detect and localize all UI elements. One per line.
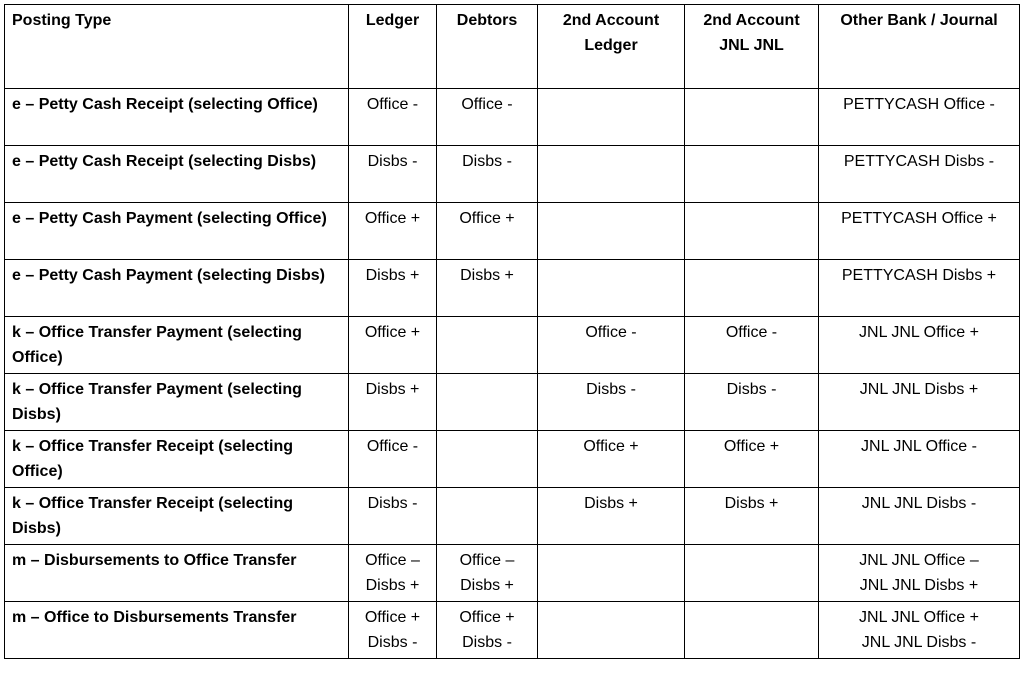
cell-value: JNL JNL Office – xyxy=(859,552,979,569)
cell-value: JNL JNL Office + xyxy=(859,609,979,626)
cell-value: JNL JNL Office + xyxy=(859,324,979,341)
cell-value: Office - xyxy=(461,96,513,113)
debtors-cell xyxy=(437,602,538,659)
cell-value: Office + xyxy=(459,210,515,227)
cell-value: JNL JNL Disbs + xyxy=(859,381,979,398)
second-account-jnl-cell xyxy=(685,488,819,545)
other-bank-journal-cell xyxy=(819,602,1020,659)
posting-type-table xyxy=(4,4,1020,659)
cell-value: Office – xyxy=(365,552,420,569)
cell-value: Disbs + xyxy=(460,577,514,594)
cell-value: Disbs + xyxy=(724,495,779,512)
ledger-cell xyxy=(349,260,437,317)
cell-value: Disbs - xyxy=(367,153,418,170)
cell-value: Disbs + xyxy=(365,381,420,398)
second-account-jnl-cell xyxy=(685,89,819,146)
table-row xyxy=(5,317,1020,374)
cell-value: Disbs - xyxy=(367,634,418,651)
ledger-cell xyxy=(349,374,437,431)
table-row xyxy=(5,146,1020,203)
cell-value: Office + xyxy=(364,324,421,341)
cell-value: Disbs - xyxy=(462,153,512,170)
header-second-account-jnl: 2nd Account JNL JNL xyxy=(685,5,819,89)
posting-type-cell: m – Office to Disbursements Transfer xyxy=(5,602,349,659)
second-account-ledger-cell xyxy=(538,89,685,146)
cell-value: PETTYCASH Disbs + xyxy=(841,267,997,284)
ledger-cell xyxy=(349,203,437,260)
posting-type-cell: m – Disbursements to Office Transfer xyxy=(5,545,349,602)
cell-value: Disbs + xyxy=(365,267,420,284)
table-row xyxy=(5,374,1020,431)
second-account-jnl-cell xyxy=(685,602,819,659)
other-bank-journal-cell xyxy=(819,488,1020,545)
cell-value: Disbs + xyxy=(460,267,514,284)
second-account-ledger-cell xyxy=(538,602,685,659)
ledger-cell xyxy=(349,89,437,146)
header-second-account-ledger: 2nd Account Ledger xyxy=(538,5,685,89)
cell-value: Office - xyxy=(366,438,419,455)
table-row xyxy=(5,203,1020,260)
posting-type-cell: e – Petty Cash Payment (selecting Disbs) xyxy=(5,260,349,317)
other-bank-journal-cell xyxy=(819,89,1020,146)
cell-value: Disbs + xyxy=(584,495,638,512)
cell-value: Office + xyxy=(459,609,515,626)
other-bank-journal-cell xyxy=(819,545,1020,602)
cell-value: Office + xyxy=(583,438,639,455)
second-account-jnl-cell xyxy=(685,260,819,317)
other-bank-journal-cell xyxy=(819,203,1020,260)
ledger-cell xyxy=(349,317,437,374)
cell-value: JNL JNL Office - xyxy=(861,438,977,455)
second-account-ledger-cell xyxy=(538,545,685,602)
cell-value: Disbs - xyxy=(462,634,512,651)
table-header-row xyxy=(5,5,1020,89)
second-account-jnl-cell xyxy=(685,146,819,203)
second-account-jnl-cell xyxy=(685,545,819,602)
table-row xyxy=(5,602,1020,659)
posting-type-cell: k – Office Transfer Receipt (selecting Office) xyxy=(5,431,349,488)
cell-value: Office + xyxy=(723,438,780,455)
ledger-cell xyxy=(349,488,437,545)
ledger-cell xyxy=(349,602,437,659)
cell-value: Office - xyxy=(366,96,419,113)
posting-type-cell: k – Office Transfer Payment (selecting Office) xyxy=(5,317,349,374)
table-row xyxy=(5,89,1020,146)
second-account-ledger-cell xyxy=(538,146,685,203)
header-posting-type: Posting Type xyxy=(5,5,349,89)
table-row xyxy=(5,545,1020,602)
debtors-cell xyxy=(437,203,538,260)
debtors-cell xyxy=(437,488,538,545)
cell-value: Office – xyxy=(459,552,515,569)
cell-value: PETTYCASH Office - xyxy=(843,96,995,113)
cell-value: Office + xyxy=(364,609,421,626)
other-bank-journal-cell xyxy=(819,146,1020,203)
second-account-jnl-cell xyxy=(685,203,819,260)
second-account-ledger-cell xyxy=(538,431,685,488)
other-bank-journal-cell xyxy=(819,317,1020,374)
cell-value: Disbs + xyxy=(365,577,420,594)
second-account-ledger-cell xyxy=(538,203,685,260)
table-row xyxy=(5,260,1020,317)
second-account-jnl-cell xyxy=(685,317,819,374)
ledger-cell xyxy=(349,431,437,488)
second-account-jnl-cell xyxy=(685,374,819,431)
other-bank-journal-cell xyxy=(819,431,1020,488)
debtors-cell xyxy=(437,374,538,431)
header-debtors: Debtors xyxy=(437,5,538,89)
cell-value: Disbs - xyxy=(726,381,777,398)
second-account-ledger-cell xyxy=(538,260,685,317)
cell-value: Disbs - xyxy=(367,495,418,512)
posting-type-cell: e – Petty Cash Receipt (selecting Disbs) xyxy=(5,146,349,203)
cell-value: JNL JNL Disbs - xyxy=(861,495,977,512)
posting-type-cell: e – Petty Cash Receipt (selecting Office) xyxy=(5,89,349,146)
cell-value: Office - xyxy=(725,324,778,341)
cell-value: PETTYCASH Office + xyxy=(841,210,997,227)
cell-value: JNL JNL Disbs + xyxy=(859,577,979,594)
cell-value: Office + xyxy=(364,210,421,227)
second-account-jnl-cell xyxy=(685,431,819,488)
cell-value: Disbs - xyxy=(586,381,636,398)
other-bank-journal-cell xyxy=(819,374,1020,431)
posting-type-cell: k – Office Transfer Receipt (selecting Disbs) xyxy=(5,488,349,545)
table-row xyxy=(5,431,1020,488)
debtors-cell xyxy=(437,89,538,146)
header-ledger: Ledger xyxy=(349,5,437,89)
second-account-ledger-cell xyxy=(538,317,685,374)
posting-type-cell: e – Petty Cash Payment (selecting Office) xyxy=(5,203,349,260)
cell-value: PETTYCASH Disbs - xyxy=(843,153,995,170)
header-other-bank-journal: Other Bank / Journal xyxy=(819,5,1020,89)
debtors-cell xyxy=(437,317,538,374)
second-account-ledger-cell xyxy=(538,488,685,545)
cell-value: Office - xyxy=(585,324,637,341)
ledger-cell xyxy=(349,545,437,602)
debtors-cell xyxy=(437,545,538,602)
ledger-cell xyxy=(349,146,437,203)
cell-value: JNL JNL Disbs - xyxy=(861,634,977,651)
table-body xyxy=(5,89,1020,659)
debtors-cell xyxy=(437,260,538,317)
other-bank-journal-cell xyxy=(819,260,1020,317)
table-row xyxy=(5,488,1020,545)
debtors-cell xyxy=(437,146,538,203)
posting-type-cell: k – Office Transfer Payment (selecting Disbs) xyxy=(5,374,349,431)
debtors-cell xyxy=(437,431,538,488)
second-account-ledger-cell xyxy=(538,374,685,431)
